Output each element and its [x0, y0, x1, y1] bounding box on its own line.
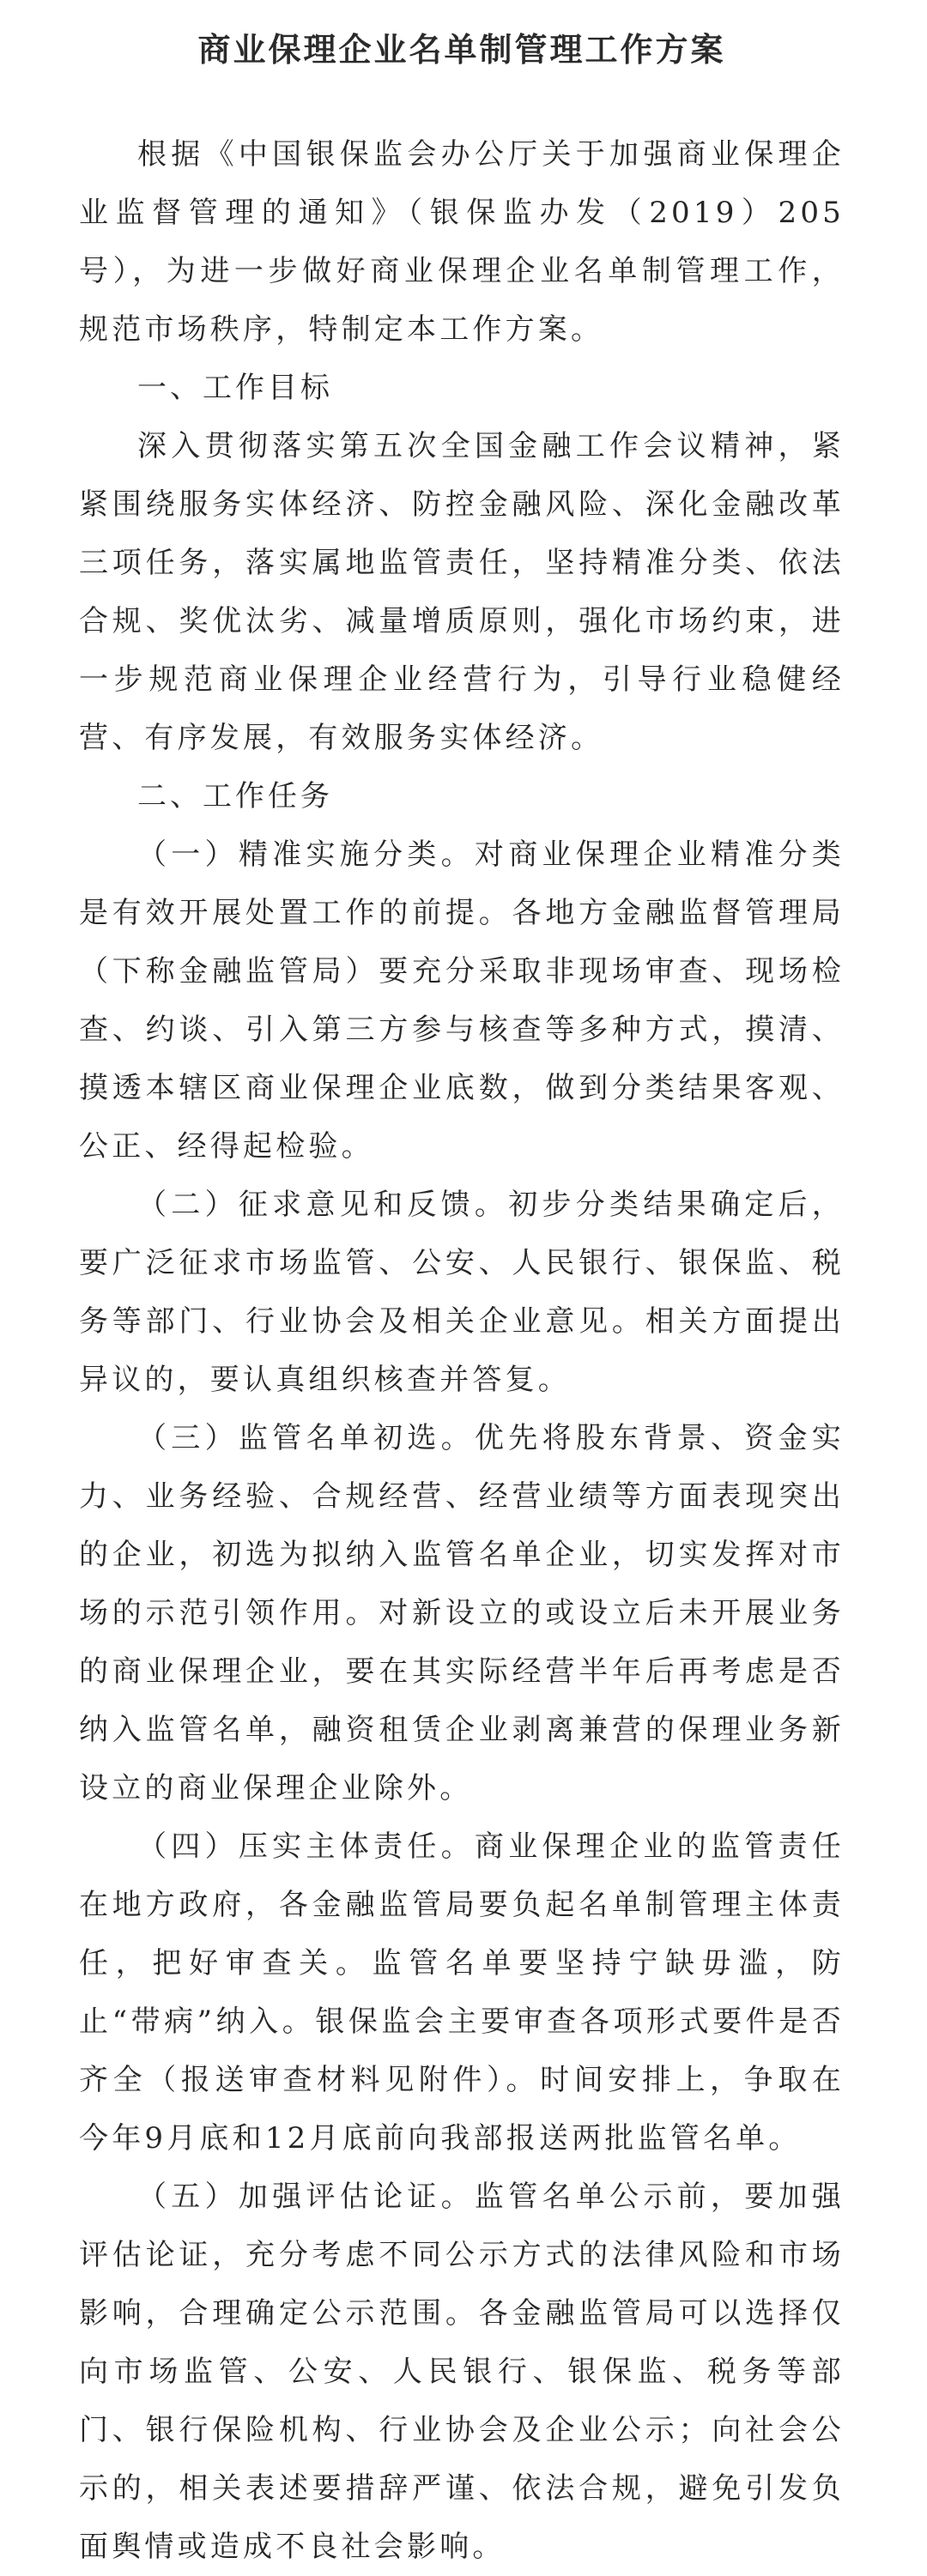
task-5-lead: （五）加强评估论证。	[137, 2180, 475, 2214]
task-5-body: 监管名单公示前，要加强评估论证，充分考虑不同公示方式的法律风险和市场影响，合理确定公示范围。各金融监管局可以选择仅向市场监管、公安、人民银行、银保监、税务等部门、银行保险机构、行业协会及企业公示；向社会公示的，相关表述要措辞严谨、依法合规，避免引发负面舆情或造成不良社会影响。	[79, 2180, 845, 2564]
task-3-paragraph	[79, 1409, 845, 1817]
section-2-heading: 二、工作任务	[137, 779, 333, 813]
task-4-lead: （四）压实主体责任。	[137, 1829, 475, 1864]
section-1-heading: 一、工作目标	[137, 371, 333, 405]
task-1-body: 对商业保理企业精准分类是有效开展处置工作的前提。各地方金融监督管理局（下称金融监管局）要充分采取非现场审查、现场检查、约谈、引入第三方参与核查等多种方式，摸清、摸透本辖区商业保理企业底数，做到分类结果客观、公正、经得起检验。	[79, 838, 845, 1164]
document-title: 商业保理企业名单制管理工作方案	[197, 31, 726, 69]
task-1-paragraph	[79, 825, 845, 1176]
task-5-paragraph	[79, 2168, 845, 2576]
task-2-lead: （二）征求意见和反馈。	[137, 1188, 509, 1222]
task-1-lead: （一）精准实施分类。	[137, 838, 475, 872]
task-4-body: 商业保理企业的监管责任在地方政府，各金融监管局要负起名单制管理主体责任，把好审查关。监管名单要坚持宁缺毋滥，防止“带病”纳入。银保监会主要审查各项形式要件是否齐全（报送审查材料见附件）。时间安排上，争取在今年9月底和12月底前向我部报送两批监管名单。	[79, 1829, 845, 2156]
task-4-paragraph	[79, 1817, 845, 2168]
task-3-body: 优先将股东背景、资金实力、业务经验、合规经营、经营业绩等方面表现突出的企业，初选为拟纳入监管名单企业，切实发挥对市场的示范引领作用。对新设立的或设立后未开展业务的商业保理企业，要在其实际经营半年后再考虑是否纳入监管名单，融资租赁企业剥离兼营的保理业务新设立的商业保理企业除外。	[79, 1421, 845, 1805]
task-3-lead: （三）监管名单初选。	[137, 1421, 475, 1455]
task-2-paragraph	[79, 1176, 845, 1409]
intro-paragraph: 根据《中国银保监会办公厅关于加强商业保理企业监督管理的通知》（银保监办发（2019）205号），为进一步做好商业保理企业名单制管理工作，规范市场秩序，特制定本工作方案。	[79, 137, 845, 347]
task-2-body: 初步分类结果确定后，要广泛征求市场监管、公安、人民银行、银保监、税务等部门、行业协会及相关企业意见。相关方面提出异议的，要认真组织核查并答复。	[79, 1188, 845, 1397]
section-1-body: 深入贯彻落实第五次全国金融工作会议精神，紧紧围绕服务实体经济、防控金融风险、深化金融改革三项任务，落实属地监管责任，坚持精准分类、依法合规、奖优汰劣、减量增质原则，强化市场约束，进一步规范商业保理企业经营行为，引导行业稳健经营、有序发展，有效服务实体经济。	[79, 429, 845, 755]
